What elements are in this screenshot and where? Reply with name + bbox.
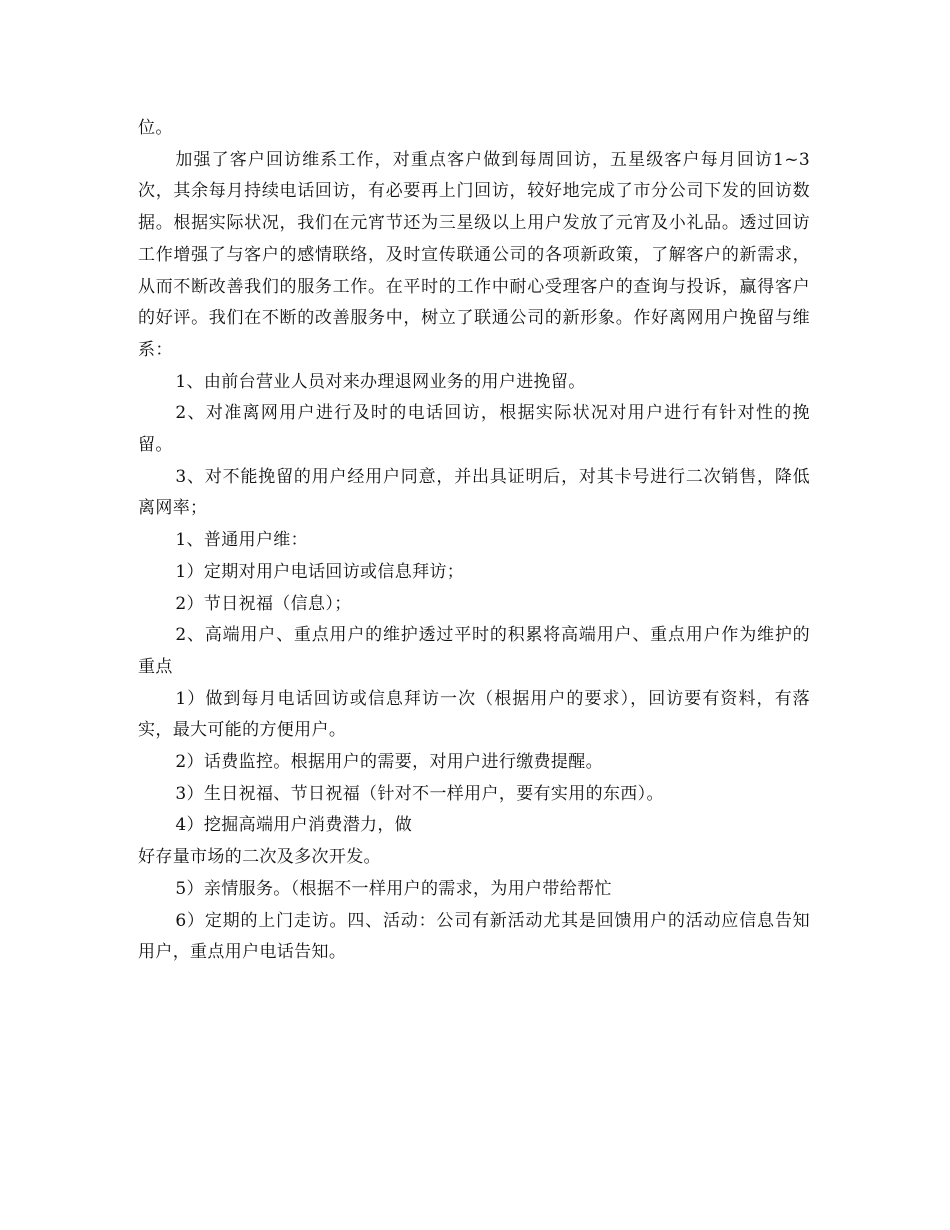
paragraph-7: 2）节日祝福（信息）； <box>175 593 352 614</box>
paragraph-13: 好存量市场的二次及多次开发。 <box>138 847 381 868</box>
paragraph-14: 5）亲情服务。（根据不一样用户的需求，为用户带给帮忙 <box>175 878 612 899</box>
paragraph-1: 加强了客户回访维系工作，对重点客户做到每周回访，五星级客户每月回访1~3次，其余每月持续电话回访，有必要再上门回访，较好地完成了市分公司下发的回访数据。根据实际状况，我们在元宵节还为三星级以上用户发放了元宵及小礼品。透过回访工作增强了与客户的感情联络，及时宣传联通公司的各项新政策，了解客户的新需求，从而不断改善我们的服务工作。在平时的工作中耐心受理客户的查询与投诉，赢得客户的好评。我们在不断的改善服务中，树立了联通公司的新形象。作好离网用户挽留与维系： <box>138 149 810 360</box>
paragraph-5: 1、普通用户维： <box>175 530 309 551</box>
paragraph-9: 1）做到每月电话回访或信息拜访一次（根据用户的要求），回访要有资料，有落实，最大可能的方便用户。 <box>138 688 810 741</box>
paragraph-15: 6）定期的上门走访。四、活动：公司有新活动尤其是回馈用户的活动应信息告知用户，重点用户电话告知。 <box>138 910 810 963</box>
paragraph-0: 位。 <box>138 118 173 138</box>
paragraph-3: 2、对准离网用户进行及时的电话回访，根据实际状况对用户进行有针对性的挽留。 <box>138 403 810 456</box>
paragraph-6: 1）定期对用户电话回访或信息拜访； <box>175 561 465 582</box>
paragraph-12: 4）挖掘高端用户消费潜力，做 <box>175 815 413 836</box>
document-body <box>138 113 810 969</box>
paragraph-8: 2、高端用户、重点用户的维护透过平时的积累将高端用户、重点用户作为维护的重点 <box>138 625 810 677</box>
paragraph-10: 2）话费监控。根据用户的需要，对用户进行缴费提醒。 <box>175 752 603 773</box>
paragraph-2: 1、由前台营业人员对来办理退网业务的用户进挽留。 <box>175 371 586 392</box>
paragraph-11: 3）生日祝福、节日祝福（针对不一样用户，要有实用的东西）。 <box>175 783 664 804</box>
paragraph-4: 3、对不能挽留的用户经用户同意，并出具证明后，对其卡号进行二次销售，降低离网率； <box>138 466 810 519</box>
